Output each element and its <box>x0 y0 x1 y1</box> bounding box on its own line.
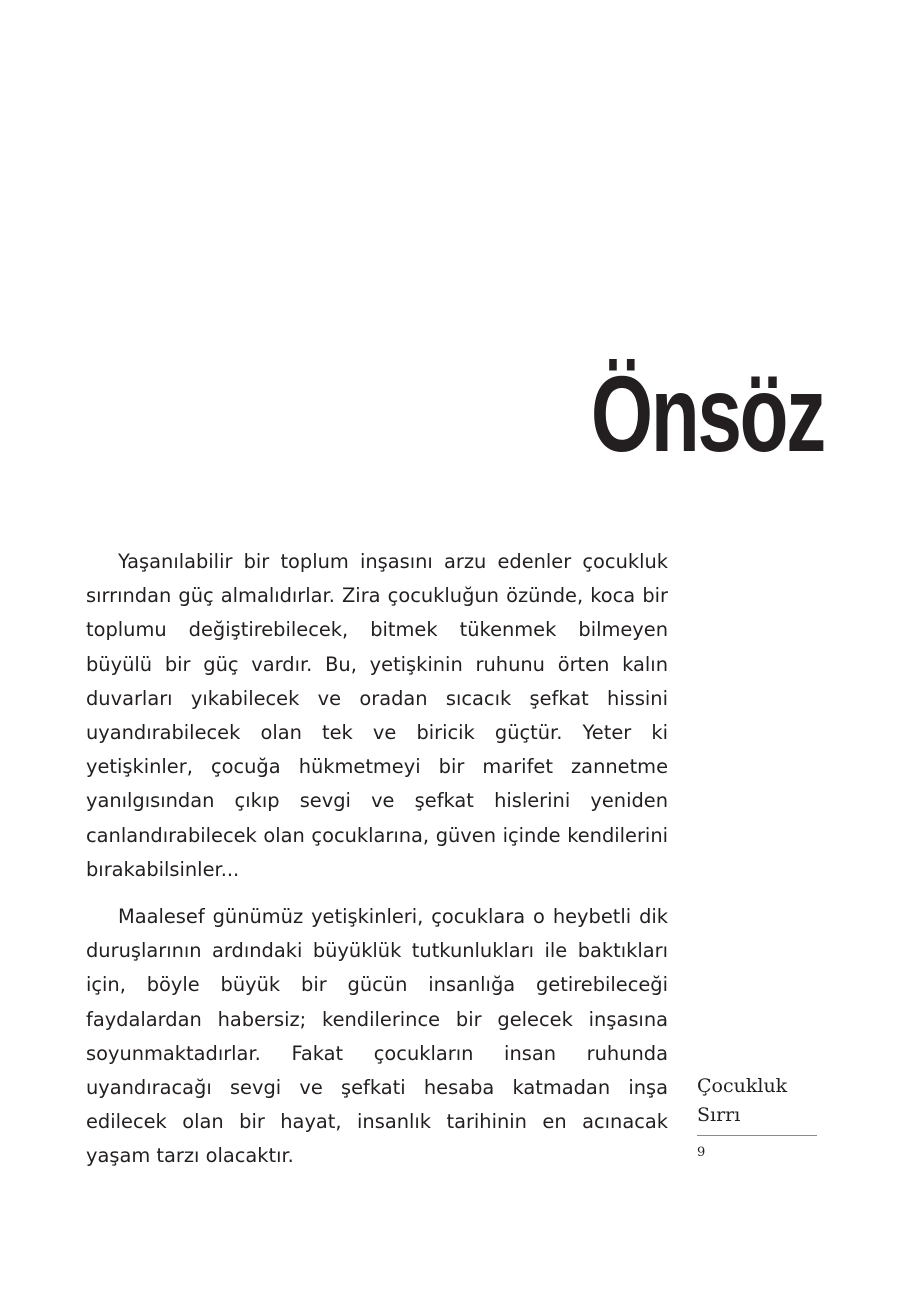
running-head <box>697 1072 817 1136</box>
page-number: 9 <box>697 1145 706 1160</box>
body-text <box>86 545 668 1187</box>
chapter-title: Önsöz <box>590 353 824 474</box>
paragraph-2: Maalesef günümüz yetişkinleri, çocuklara o heybetli dik duruşlarının ardındaki büyüklük tutkunlukları ile baktıkları için, böyle büyük bir gücün insanlığa getirebileceği faydalardan habersiz; kendilerince bir gelecek inşasına soyunmaktadırlar. Fakat çocukların insan ruhunda uyandıracağı sevgi ve şefkati hesaba katmadan inşa edilecek olan bir hayat, insanlık tarihinin en acınacak yaşam tarzı olacaktır. <box>86 905 668 1168</box>
running-head-rule <box>697 1135 817 1136</box>
running-head-line-1: Çocukluk <box>697 1075 788 1097</box>
paragraph-1: Yaşanılabilir bir toplum inşasını arzu edenler çocukluk sırrından güç almalıdırlar. Zira çocukluğun özünde, koca bir toplumu değiştirebilecek, bitmek tükenmek bilmeyen büyülü bir güç vardır. Bu, yetişkinin ruhunu örten kalın duvarları yıkabilecek ve oradan sıcacık şefkat hissini uyandırabilecek olan tek ve biricik güçtür. Yeter ki yetişkinler, çocuğa hükmetmeyi bir marifet zannetme yanılgısından çıkıp sevgi ve şefkat hislerini yeniden canlandırabilecek olan çocuklarına, güven içinde kendilerini bırakabilsinler... <box>86 550 668 881</box>
running-head-line-2: Sırrı <box>697 1104 741 1126</box>
